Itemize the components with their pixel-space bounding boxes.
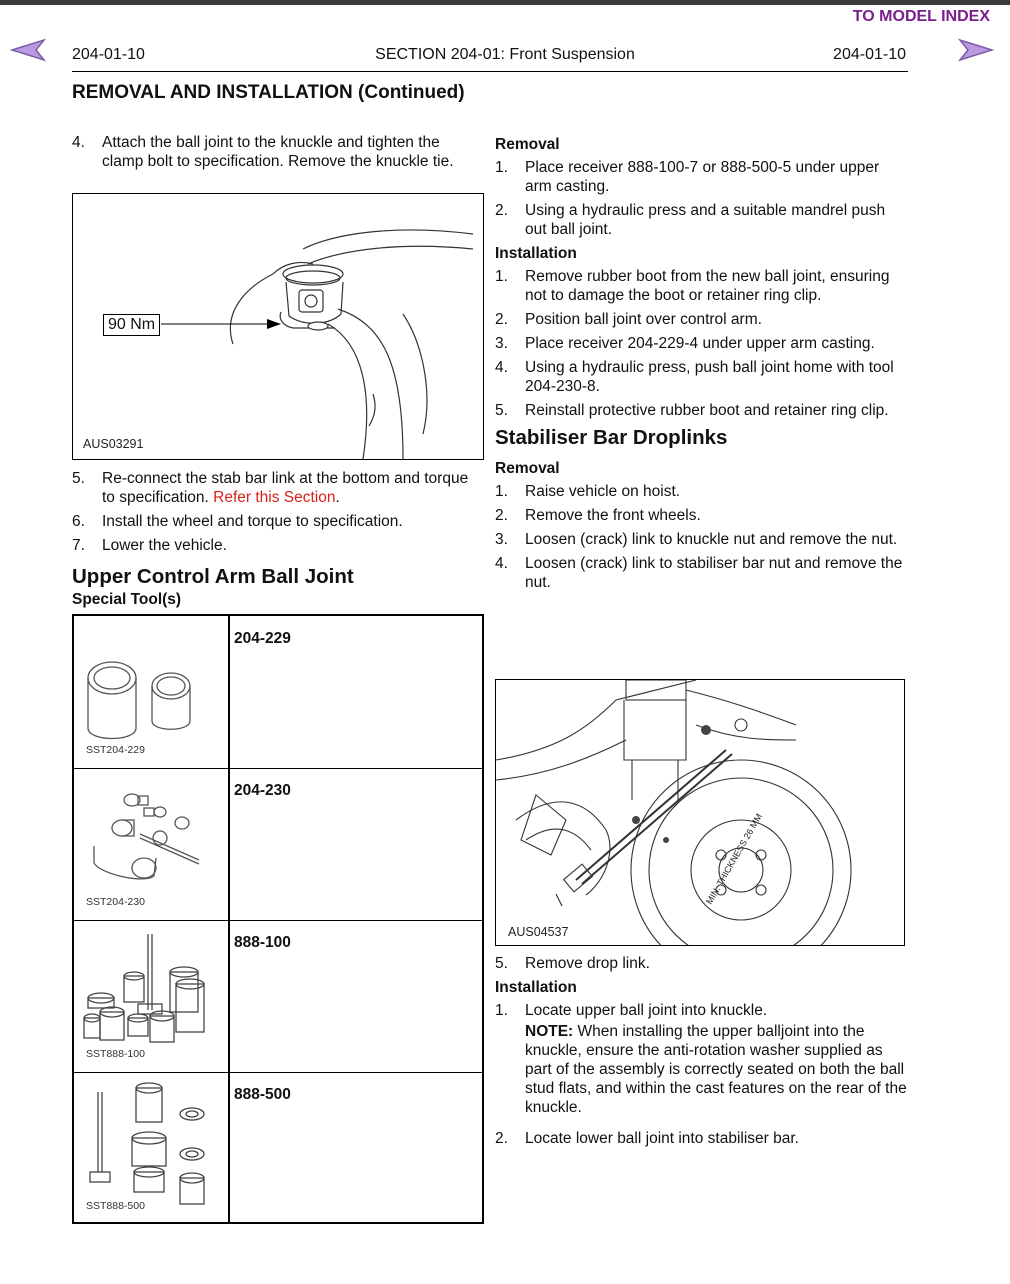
step-number: 1. [495,268,508,285]
installation-label: Installation [495,245,577,262]
step-number: 3. [495,531,508,548]
step-text: Remove drop link. [525,955,650,972]
step-number: 6. [72,513,85,530]
step-text: Lower the vehicle. [102,537,227,554]
step-number: 5. [72,470,85,487]
note-block [525,1022,910,1117]
step-number: 7. [72,537,85,554]
step-text: Reinstall protective rubber boot and retainer ring clip. [525,402,889,419]
tool-image-cell [74,1072,230,1224]
tool-image-cell [74,616,230,768]
tool-number: 204-229 [234,630,291,647]
step-item [495,334,910,353]
torque-callout [103,314,160,336]
step-text: Place receiver 204-229-4 under upper arm casting. [525,335,875,352]
step-text: Remove rubber boot from the new ball joint, ensuring not to damage the boot or retainer ring clip. [525,268,890,304]
step-text: Place receiver 888-100-7 or 888-500-5 under upper arm casting. [525,159,880,195]
step-number: 2. [495,507,508,524]
figure-reference: AUS04537 [508,925,569,939]
step-item [495,201,910,239]
right-column-bottom [495,954,910,1153]
step-text-main: Re-connect the stab bar link at the bottom and torque to specification. [102,470,469,506]
step-item [495,506,910,525]
step-item [495,158,910,196]
step-text [102,469,484,507]
stabiliser-heading: Stabiliser Bar Droplinks [495,426,728,449]
left-column-steps [72,469,484,613]
step-text: Locate lower ball joint into stabiliser bar. [525,1130,799,1147]
header-page-number-right: 204-01-10 [833,46,906,63]
step-number: 2. [495,1130,508,1147]
tool-caption: SST204-230 [86,896,145,908]
left-column [72,133,484,176]
tool-image-cell [74,920,230,1072]
upper-control-arm-heading: Upper Control Arm Ball Joint [72,565,354,588]
step-item [495,401,910,420]
step-item [72,469,484,507]
tool-row [74,1072,482,1224]
step-text: Position ball joint over control arm. [525,311,762,328]
step-number: 1. [495,483,508,500]
step-item [495,1001,910,1020]
installation-label: Installation [495,979,577,996]
step-number: 4. [495,555,508,572]
removal-label: Removal [495,460,560,477]
step-text: Locate upper ball joint into knuckle. [525,1002,768,1019]
torque-value: 90 Nm [108,316,156,333]
tool-number: 888-100 [234,934,291,951]
note-text: When installing the upper balljoint into the knuckle, ensure the anti-rotation washer supplied as part of the assembly is correctly seated on both the ball stud flats, and within the cast features on the rear of the knuckle. [525,1023,907,1116]
tool-number: 204-230 [234,782,291,799]
step-number: 5. [495,402,508,419]
step-text: Install the wheel and torque to specification. [102,513,403,530]
header-rule [72,71,908,72]
step-text: Using a hydraulic press, push ball joint home with tool 204-230-8. [525,359,894,395]
section-title: REMOVAL AND INSTALLATION (Continued) [72,82,465,103]
step-number: 2. [495,311,508,328]
step-text: Raise vehicle on hoist. [525,483,681,500]
step-item [495,358,910,396]
step-item [495,1129,910,1148]
step-item [495,954,910,973]
right-column [495,133,910,597]
disc-thickness-label: MIN. THICKNESS 26 MM [704,811,765,906]
special-tools-table [72,614,484,1224]
step-number: 4. [72,134,85,151]
tool-row [74,920,482,1073]
step-item [72,512,484,531]
model-index-link[interactable]: TO MODEL INDEX [852,8,990,25]
tool-number: 888-500 [234,1086,291,1103]
removal-label: Removal [495,136,560,153]
step-item [495,530,910,549]
top-border [0,0,1010,5]
droplink-illustration [496,680,904,945]
step-number: 5. [495,955,508,972]
refer-section-link[interactable]: Refer this Section [213,489,336,506]
step-text-tail: . [335,489,340,506]
step-text: Remove the front wheels. [525,507,701,524]
header-section-title: SECTION 204-01: Front Suspension [375,46,635,63]
step-item [72,536,484,555]
step-item [72,133,484,171]
step-item [495,310,910,329]
step-number: 2. [495,202,508,219]
header-page-number-left: 204-01-10 [72,46,145,63]
step-number: 1. [495,1002,508,1019]
tool-row [74,768,482,921]
tool-caption: SST888-500 [86,1200,145,1212]
step-number: 4. [495,359,508,376]
tool-row [74,616,482,769]
ball-joint-torque-figure [72,193,484,460]
step-text: Loosen (crack) link to stabiliser bar nut and remove the nut. [525,555,903,591]
special-tools-label: Special Tool(s) [72,591,182,608]
step-text: Attach the ball joint to the knuckle and tighten the clamp bolt to specification. Remove the knuckle tie. [102,134,454,170]
tool-image-cell [74,768,230,920]
step-item [495,267,910,305]
step-item [495,554,910,592]
step-number: 1. [495,159,508,176]
step-text: Loosen (crack) link to knuckle nut and remove the nut. [525,531,898,548]
figure-reference: AUS03291 [83,437,144,451]
step-number: 3. [495,335,508,352]
tool-caption: SST204-229 [86,744,145,756]
note-label: NOTE: [525,1023,574,1040]
tool-caption: SST888-100 [86,1048,145,1060]
droplink-figure [495,679,905,946]
step-text: Using a hydraulic press and a suitable mandrel push out ball joint. [525,202,886,238]
step-item [495,482,910,501]
